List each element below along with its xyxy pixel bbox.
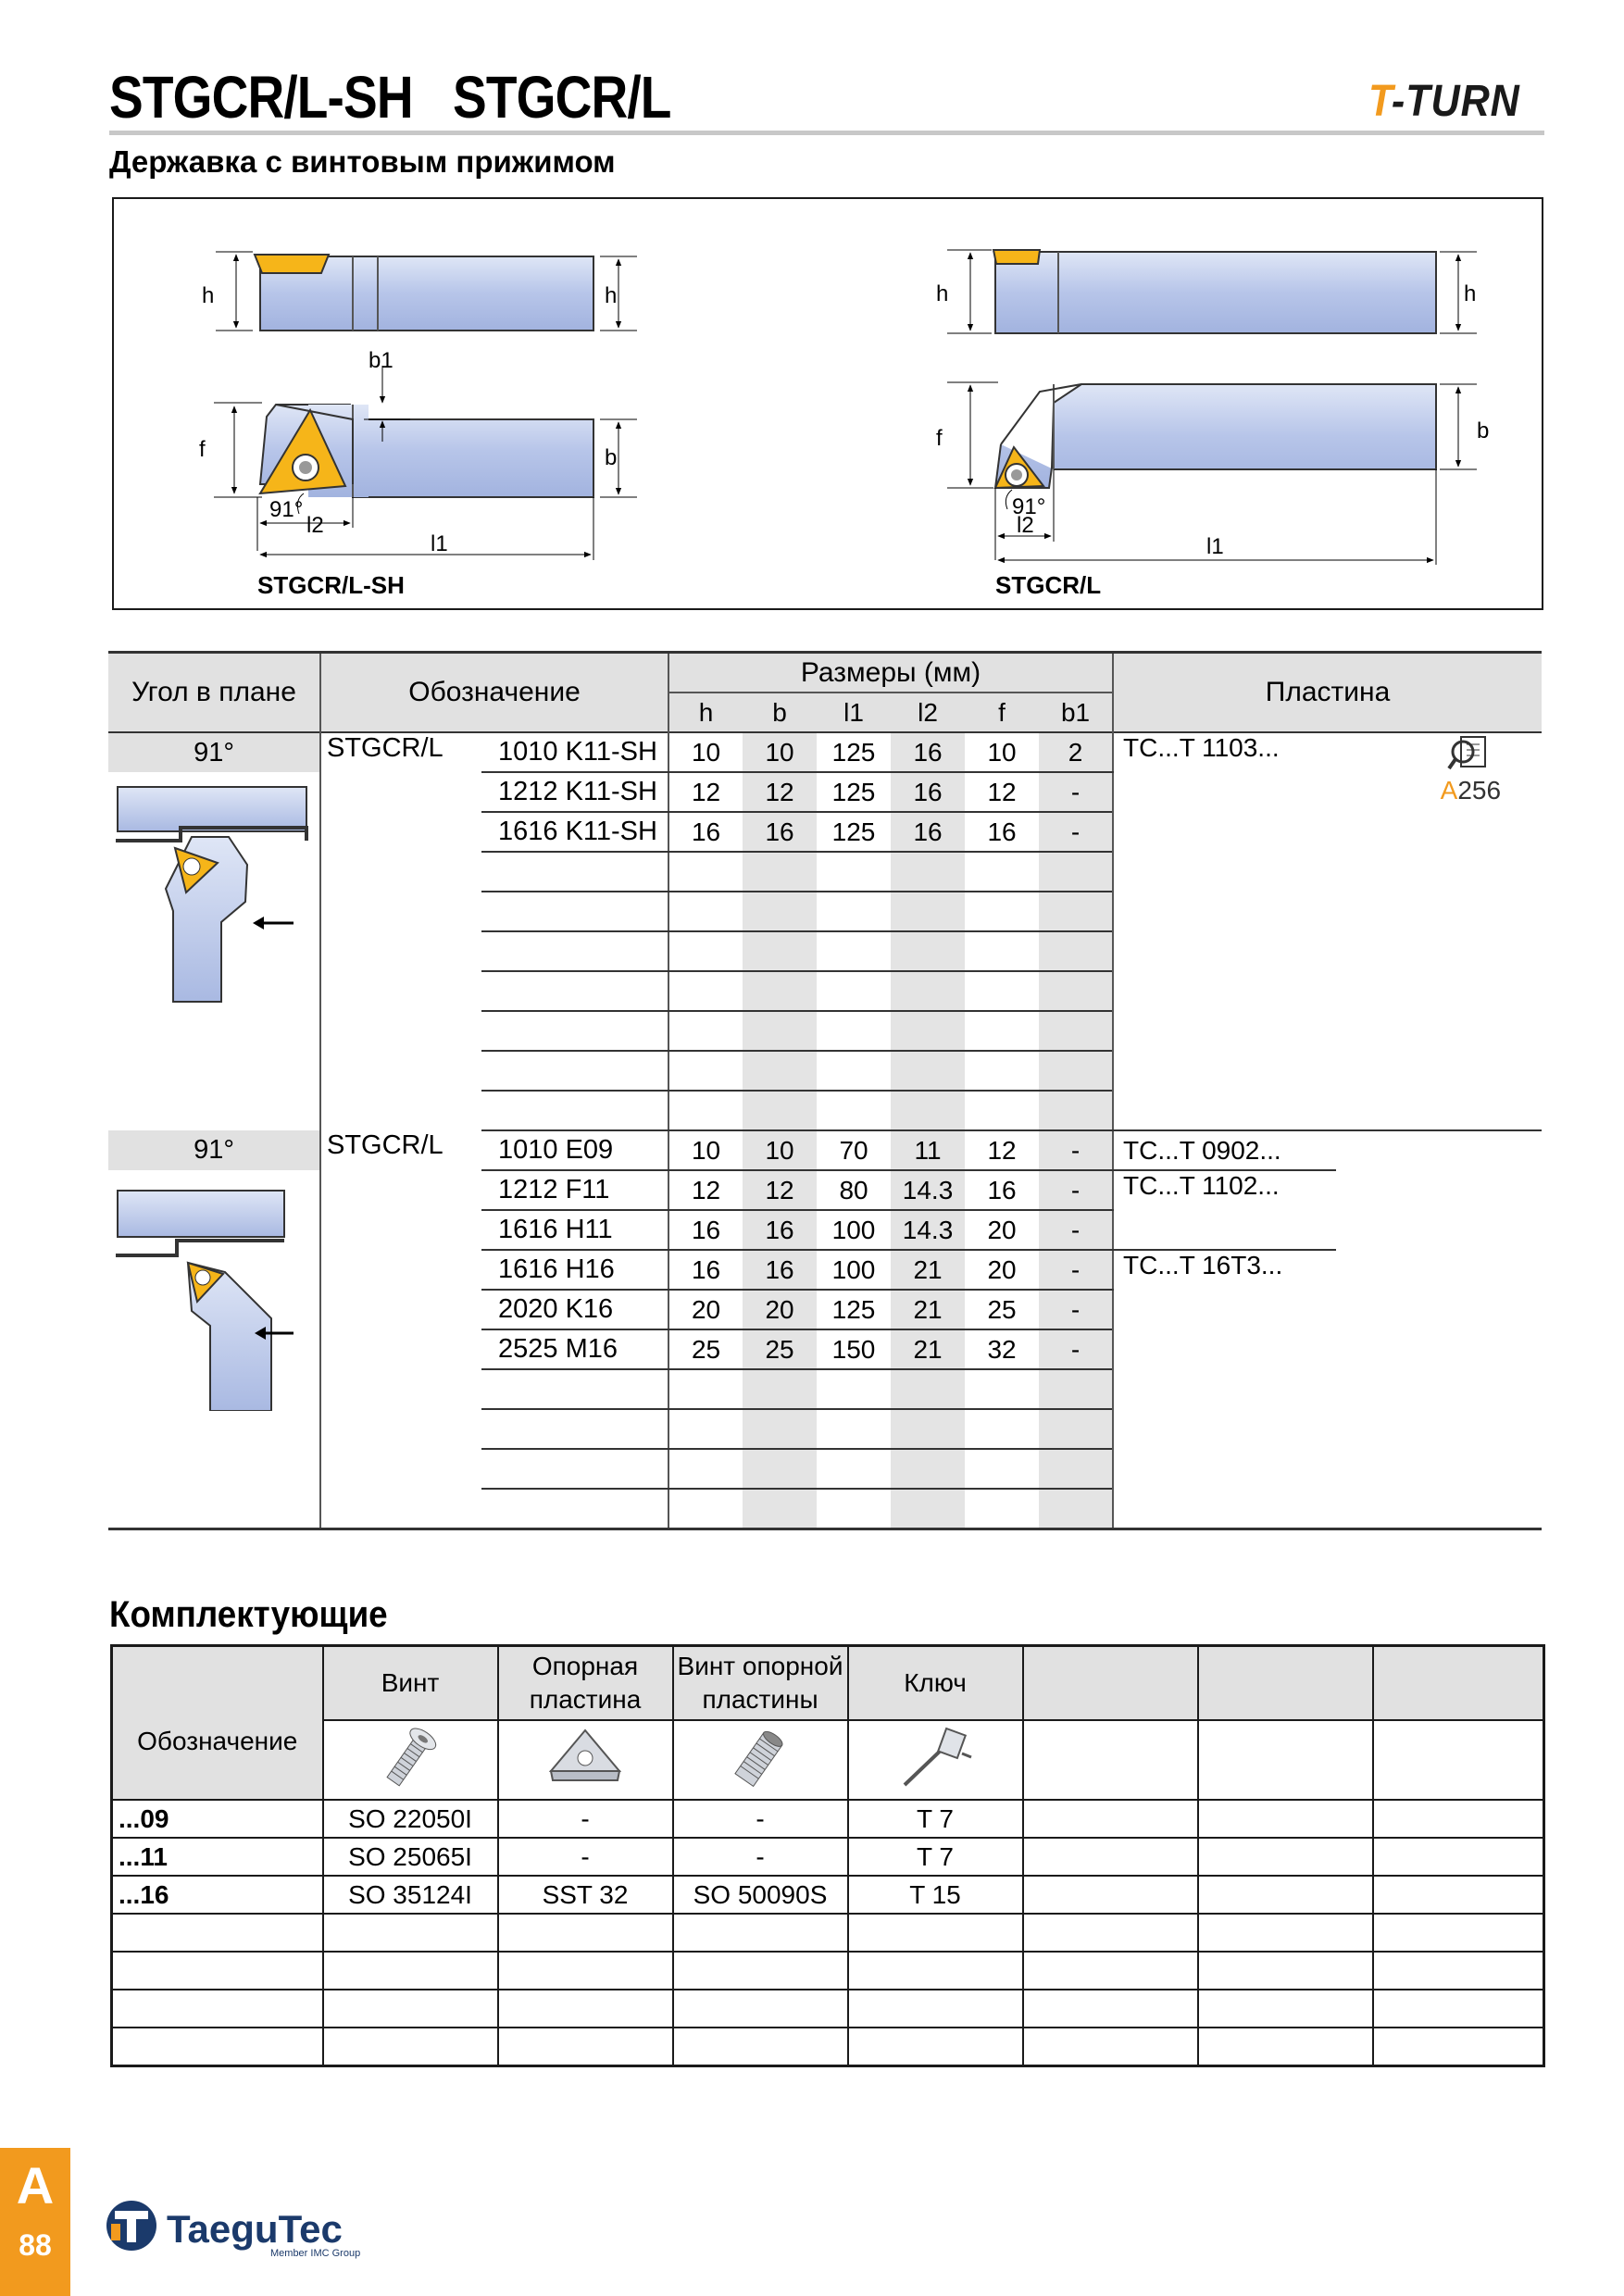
drawing-box <box>112 197 1543 610</box>
dim-l2 <box>891 852 965 892</box>
shim-screw-image <box>673 1720 848 1800</box>
acc-empty <box>1023 2028 1198 2066</box>
caption-right: STGCR/L <box>995 571 1102 599</box>
acc-shim_screw: SO 50090S <box>673 1876 848 1914</box>
dim-f: 16 <box>965 1170 1039 1210</box>
dim-b: 20 <box>743 1290 817 1329</box>
acc-key <box>848 2028 1023 2066</box>
dim-b <box>743 1011 817 1051</box>
dim-l1 <box>817 1091 891 1130</box>
acc-empty <box>1023 1876 1198 1914</box>
acc-code <box>112 1914 323 1952</box>
acc-empty <box>1373 1990 1544 2028</box>
tool-code: 1010 K11-SH <box>481 732 668 772</box>
dim-l2 <box>891 1011 965 1051</box>
acc-empty-img-3 <box>1373 1720 1544 1800</box>
dim-h-right: h <box>605 283 618 308</box>
dim-f <box>965 852 1039 892</box>
brand-accent-letter: T <box>1368 77 1392 126</box>
acc-key <box>848 1990 1023 2028</box>
dim-l1: 100 <box>817 1250 891 1290</box>
acc-empty <box>1198 1990 1373 2028</box>
dim-f: 20 <box>965 1250 1039 1290</box>
dim-b1: - <box>1039 1170 1113 1210</box>
dim-h <box>668 931 743 971</box>
dim-b1 <box>1039 971 1113 1011</box>
acc-empty <box>1198 1838 1373 1876</box>
tool-code <box>481 1091 668 1130</box>
dim-f: 12 <box>965 772 1039 812</box>
table-row <box>108 732 1542 772</box>
dim-b1 <box>1039 931 1113 971</box>
col-l1: l1 <box>817 693 891 732</box>
tool-code: 1616 K11-SH <box>481 812 668 852</box>
acc-screw: SO 22050I <box>323 1800 498 1838</box>
dim-h <box>668 1369 743 1409</box>
dim-h <box>668 1489 743 1529</box>
acc-code <box>112 2028 323 2066</box>
dim-l1 <box>817 1051 891 1091</box>
tool-code: 2525 M16 <box>481 1329 668 1369</box>
acc-shim_screw <box>673 1952 848 1990</box>
acc-empty <box>1373 1952 1544 1990</box>
acc-empty <box>1023 1952 1198 1990</box>
dim-b <box>743 1091 817 1130</box>
acc-screw <box>323 1914 498 1952</box>
dim-h: 10 <box>668 732 743 772</box>
tool-code <box>481 852 668 892</box>
acc-empty-img-1 <box>1023 1720 1198 1800</box>
table-row <box>108 1130 1542 1170</box>
page-number: 88 <box>19 2228 52 2262</box>
page-reference[interactable] <box>1441 733 1512 805</box>
dim-l1 <box>817 852 891 892</box>
dim-b1: 2 <box>1039 732 1113 772</box>
dim-h <box>668 1091 743 1130</box>
page-ref-letter: A <box>1440 776 1458 805</box>
acc-shim <box>498 2028 673 2066</box>
dim-f <box>965 931 1039 971</box>
accessory-row <box>112 1990 1544 2028</box>
dim-f: 20 <box>965 1210 1039 1250</box>
insert-code: TC...T 1103... <box>1123 733 1280 762</box>
tool-code: 1010 E09 <box>481 1130 668 1170</box>
acc-empty <box>1023 1838 1198 1876</box>
acc-code: ...16 <box>112 1876 323 1914</box>
acc-empty-img-2 <box>1198 1720 1373 1800</box>
dim-l1 <box>817 1369 891 1409</box>
tool-code <box>481 931 668 971</box>
insert-cell: TC...T 0902... <box>1113 1130 1336 1170</box>
dim-angle-right: 91° <box>1012 494 1046 519</box>
dim-h-right-tool: h <box>936 281 949 306</box>
dim-b <box>743 931 817 971</box>
dim-f <box>965 1091 1039 1130</box>
dim-l1 <box>817 1011 891 1051</box>
accessory-row <box>112 1952 1544 1990</box>
dim-b <box>743 1449 817 1489</box>
dim-l2: 11 <box>891 1130 965 1170</box>
accessories-rows <box>112 1800 1544 2066</box>
acc-empty <box>1373 1800 1544 1838</box>
acc-header-shim: Опорная пластина <box>498 1646 673 1721</box>
dim-b1 <box>1039 892 1113 931</box>
dim-f <box>965 1011 1039 1051</box>
dim-l2: 21 <box>891 1290 965 1329</box>
acc-empty <box>1023 1990 1198 2028</box>
dim-f <box>965 1369 1039 1409</box>
dim-b1: - <box>1039 1210 1113 1250</box>
logo-text: TaeguTec <box>167 2207 343 2251</box>
title-rule <box>109 131 1544 135</box>
header-dimensions: Размеры (мм) <box>668 653 1113 693</box>
dim-l2-left: l2 <box>306 513 324 538</box>
tool-code <box>481 971 668 1011</box>
dim-l2: 14.3 <box>891 1210 965 1250</box>
header-designation: Обозначение <box>320 653 668 733</box>
dim-f <box>965 1409 1039 1449</box>
acc-empty <box>1198 1914 1373 1952</box>
dim-l2-right: l2 <box>1017 513 1034 538</box>
dim-h <box>668 1409 743 1449</box>
dim-h <box>668 1011 743 1051</box>
acc-shim_screw <box>673 1990 848 2028</box>
dim-f: 25 <box>965 1290 1039 1329</box>
acc-empty <box>1198 1876 1373 1914</box>
dim-b <box>743 1489 817 1529</box>
dim-h: 12 <box>668 1170 743 1210</box>
tool-drawings <box>114 199 1542 608</box>
header-angle: Угол в плане <box>108 653 320 733</box>
dim-b: 16 <box>743 812 817 852</box>
dim-b-left: b <box>605 445 618 470</box>
tool-code: 1616 H16 <box>481 1250 668 1290</box>
acc-screw <box>323 1990 498 2028</box>
dim-b <box>743 1409 817 1449</box>
acc-key <box>848 1914 1023 1952</box>
dim-l1 <box>817 971 891 1011</box>
left-top-view <box>199 348 637 599</box>
dim-l1: 125 <box>817 812 891 852</box>
acc-empty <box>1373 1914 1544 1952</box>
dim-l2: 16 <box>891 812 965 852</box>
tool-code: 2020 K16 <box>481 1290 668 1329</box>
dim-f-right: f <box>936 426 943 451</box>
dim-f: 10 <box>965 732 1039 772</box>
acc-code: ...09 <box>112 1800 323 1838</box>
acc-key: T 7 <box>848 1800 1023 1838</box>
dim-h-right-tool-2: h <box>1464 281 1477 306</box>
right-side-view <box>936 250 1477 333</box>
dim-h: 16 <box>668 1250 743 1290</box>
dim-l1 <box>817 1449 891 1489</box>
acc-screw: SO 35124I <box>323 1876 498 1914</box>
page-title: STGCR/L-SH STGCR/L <box>109 64 671 131</box>
acc-empty <box>1198 1952 1373 1990</box>
dim-l1 <box>817 1489 891 1529</box>
brand-rest: -TURN <box>1391 77 1520 126</box>
angle-value: 91° <box>108 732 320 772</box>
accessory-row <box>112 1800 1544 1838</box>
acc-screw <box>323 2028 498 2066</box>
dim-h <box>668 892 743 931</box>
insert-cell <box>1113 732 1542 1130</box>
page-ref-number: 256 <box>1457 776 1502 805</box>
dim-l2: 21 <box>891 1250 965 1290</box>
acc-shim <box>498 1990 673 2028</box>
dim-b1: - <box>1039 1290 1113 1329</box>
dim-h-left: h <box>202 283 215 308</box>
angle-value: 91° <box>108 1130 320 1170</box>
dim-angle-left: 91° <box>269 497 304 522</box>
dim-l1 <box>817 892 891 931</box>
taegutec-logo-icon <box>102 2198 161 2253</box>
dim-l1: 125 <box>817 1290 891 1329</box>
acc-shim_screw: - <box>673 1838 848 1876</box>
acc-code: ...11 <box>112 1838 323 1876</box>
dim-b1 <box>1039 1091 1113 1130</box>
dim-l1 <box>817 931 891 971</box>
dim-f: 16 <box>965 812 1039 852</box>
header-insert: Пластина <box>1113 653 1542 733</box>
dim-l2: 14.3 <box>891 1170 965 1210</box>
dim-l1: 80 <box>817 1170 891 1210</box>
dim-l1: 125 <box>817 732 891 772</box>
acc-shim: SST 32 <box>498 1876 673 1914</box>
col-b1: b1 <box>1039 693 1113 732</box>
shim-image <box>498 1720 673 1800</box>
screw-image <box>323 1720 498 1800</box>
acc-empty <box>1023 1914 1198 1952</box>
acc-key: T 15 <box>848 1876 1023 1914</box>
dim-h: 16 <box>668 1210 743 1250</box>
dim-b <box>743 852 817 892</box>
left-side-view <box>202 252 637 331</box>
dim-l1 <box>817 1409 891 1449</box>
dim-b: 16 <box>743 1210 817 1250</box>
table-group-1 <box>108 732 1542 1130</box>
dim-f <box>965 1489 1039 1529</box>
acc-key: T 7 <box>848 1838 1023 1876</box>
right-top-view <box>936 382 1489 599</box>
brand-logo <box>1368 76 1520 127</box>
acc-shim_screw: - <box>673 1800 848 1838</box>
acc-empty <box>1023 1800 1198 1838</box>
acc-shim_screw <box>673 2028 848 2066</box>
page-ref-text <box>1441 776 1501 805</box>
dim-l2: 16 <box>891 732 965 772</box>
tool-code <box>481 1409 668 1449</box>
screw-icon <box>373 1722 447 1792</box>
logo-subtext: Member IMC Group <box>270 2248 361 2259</box>
dim-b1 <box>1039 1011 1113 1051</box>
section-tab <box>0 2148 70 2296</box>
tool-code <box>481 1051 668 1091</box>
acc-empty <box>1198 1800 1373 1838</box>
dim-l2 <box>891 892 965 931</box>
dim-f <box>965 892 1039 931</box>
key-icon <box>893 1722 977 1792</box>
col-f: f <box>965 693 1039 732</box>
accessories-title: Комплектующие <box>109 1594 388 1635</box>
dim-b1: - <box>1039 1130 1113 1170</box>
key-image <box>848 1720 1023 1800</box>
dim-l2: 16 <box>891 772 965 812</box>
series-cell: STGCR/L <box>327 733 443 763</box>
dim-f: 12 <box>965 1130 1039 1170</box>
dim-h <box>668 852 743 892</box>
tool-code <box>481 1011 668 1051</box>
insert-cell: TC...T 1102... <box>1113 1170 1336 1250</box>
acc-header-empty-3 <box>1373 1646 1544 1721</box>
dim-l2: 21 <box>891 1329 965 1369</box>
dim-b1 <box>1039 1409 1113 1449</box>
dim-l2 <box>891 971 965 1011</box>
dim-l1: 150 <box>817 1329 891 1369</box>
dim-l1: 70 <box>817 1130 891 1170</box>
dim-b1: - <box>1039 812 1113 852</box>
shim-icon <box>543 1725 627 1790</box>
dim-l1: 100 <box>817 1210 891 1250</box>
dim-f <box>965 1051 1039 1091</box>
dim-h <box>668 971 743 1011</box>
acc-screw: SO 25065I <box>323 1838 498 1876</box>
acc-empty <box>1373 1838 1544 1876</box>
dim-b <box>743 1369 817 1409</box>
dim-l2 <box>891 1091 965 1130</box>
tool-code <box>481 1449 668 1489</box>
dim-b1 <box>1039 1449 1113 1489</box>
dim-l2 <box>891 1449 965 1489</box>
dim-h: 10 <box>668 1130 743 1170</box>
dim-l1-left: l1 <box>431 531 448 556</box>
dim-l2 <box>891 1051 965 1091</box>
dim-l2 <box>891 1409 965 1449</box>
col-l2: l2 <box>891 693 965 732</box>
table-group-2 <box>108 1130 1542 1529</box>
dim-b <box>743 971 817 1011</box>
dim-f-left: f <box>199 437 206 462</box>
acc-header-key: Ключ <box>848 1646 1023 1721</box>
dim-l2 <box>891 931 965 971</box>
insert-cell: TC...T 16T3... <box>1113 1250 1336 1529</box>
accessory-row <box>112 1876 1544 1914</box>
acc-header-shim-screw: Винт опорной пластины <box>673 1646 848 1721</box>
orientation-icon-1 <box>108 772 312 1013</box>
dim-f <box>965 971 1039 1011</box>
accessory-row <box>112 1838 1544 1876</box>
acc-empty <box>1373 2028 1544 2066</box>
dim-l2 <box>891 1369 965 1409</box>
dim-b1: - <box>1039 1250 1113 1290</box>
dim-b1: b1 <box>369 348 394 373</box>
dim-f <box>965 1449 1039 1489</box>
dim-b1 <box>1039 1051 1113 1091</box>
dim-b: 25 <box>743 1329 817 1369</box>
page-subtitle: Державка с винтовым прижимом <box>109 144 616 179</box>
dim-h: 12 <box>668 772 743 812</box>
acc-shim <box>498 1914 673 1952</box>
series-cell: STGCR/L <box>327 1130 443 1160</box>
dim-b1 <box>1039 1489 1113 1529</box>
dim-l2 <box>891 1489 965 1529</box>
dim-h <box>668 1449 743 1489</box>
acc-empty <box>1198 2028 1373 2066</box>
accessories-table <box>110 1644 1545 2067</box>
tool-code <box>481 892 668 931</box>
dim-h: 16 <box>668 812 743 852</box>
acc-header-empty-1 <box>1023 1646 1198 1721</box>
tool-code: 1212 K11-SH <box>481 772 668 812</box>
magnifier-document-icon <box>1446 733 1494 776</box>
dim-b: 12 <box>743 772 817 812</box>
dim-l1-right: l1 <box>1206 534 1224 559</box>
dim-b <box>743 1051 817 1091</box>
dim-h: 25 <box>668 1329 743 1369</box>
dim-b <box>743 892 817 931</box>
brand-text <box>1368 77 1520 126</box>
dim-h <box>668 1051 743 1091</box>
acc-shim: - <box>498 1800 673 1838</box>
shim-screw-icon <box>723 1722 797 1792</box>
acc-header-code: Обозначение <box>112 1646 323 1801</box>
section-letter: A <box>16 2156 55 2215</box>
acc-header-empty-2 <box>1198 1646 1373 1721</box>
tool-code: 1616 H11 <box>481 1210 668 1250</box>
insert-empty <box>1336 1130 1542 1529</box>
dim-h: 20 <box>668 1290 743 1329</box>
dim-b: 16 <box>743 1250 817 1290</box>
acc-shim <box>498 1952 673 1990</box>
acc-header-screw: Винт <box>323 1646 498 1721</box>
acc-code <box>112 1990 323 2028</box>
dim-b-right: b <box>1477 418 1490 443</box>
dim-b: 10 <box>743 1130 817 1170</box>
dim-b: 10 <box>743 732 817 772</box>
accessory-row <box>112 1914 1544 1952</box>
acc-key <box>848 1952 1023 1990</box>
acc-shim: - <box>498 1838 673 1876</box>
dim-b1 <box>1039 1369 1113 1409</box>
tool-code <box>481 1489 668 1529</box>
accessory-row <box>112 2028 1544 2066</box>
dim-b1 <box>1039 852 1113 892</box>
acc-empty <box>1373 1876 1544 1914</box>
acc-shim_screw <box>673 1914 848 1952</box>
acc-screw <box>323 1952 498 1990</box>
dim-l1: 125 <box>817 772 891 812</box>
tool-code <box>481 1369 668 1409</box>
angle-icon-cell <box>108 1170 320 1529</box>
caption-left: STGCR/L-SH <box>257 571 405 599</box>
dim-f: 32 <box>965 1329 1039 1369</box>
orientation-icon-2 <box>108 1170 312 1411</box>
tool-code: 1212 F11 <box>481 1170 668 1210</box>
dim-b1: - <box>1039 772 1113 812</box>
acc-code <box>112 1952 323 1990</box>
col-b: b <box>743 693 817 732</box>
angle-icon-cell <box>108 772 320 1130</box>
dim-b: 12 <box>743 1170 817 1210</box>
tool-table <box>108 651 1542 1530</box>
dim-b1: - <box>1039 1329 1113 1369</box>
col-h: h <box>668 693 743 732</box>
